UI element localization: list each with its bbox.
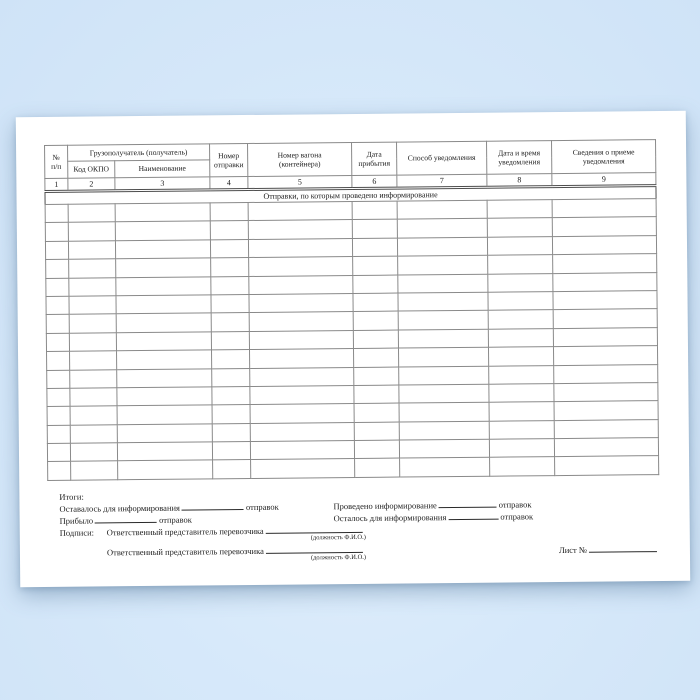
table-cell: [69, 314, 116, 333]
table-cell: [489, 402, 554, 421]
totals-title: Итоги:: [59, 491, 84, 502]
table-cell: [47, 407, 70, 426]
table-cell: [117, 387, 212, 406]
table-cell: [554, 382, 658, 401]
table-cell: [70, 424, 117, 443]
table-cell: [488, 292, 553, 311]
table-cell: [47, 443, 70, 462]
totals-informed-blank: [439, 499, 497, 509]
table-cell: [212, 368, 250, 387]
table-cell: [398, 347, 488, 366]
table-cell: [46, 296, 69, 315]
table-cell: [70, 406, 117, 425]
table-cell: [116, 332, 211, 351]
table-cell: [552, 235, 656, 254]
table-cell: [553, 327, 657, 346]
table-cell: [115, 240, 210, 259]
table-cell: [553, 346, 657, 365]
totals-remaining-blank: [182, 501, 244, 511]
table-cell: [70, 388, 117, 407]
table-cell: [116, 313, 211, 332]
totals-arrived-label: Прибыло: [59, 515, 94, 526]
col-header-arrival-date: Дата прибытия: [352, 142, 397, 175]
col-header-row-number: № п/п: [45, 145, 68, 178]
table-cell: [353, 330, 398, 349]
table-cell: [212, 423, 250, 442]
table-cell: [115, 221, 210, 240]
table-cell: [211, 258, 249, 277]
table-cell: [117, 405, 212, 424]
table-cell: [354, 422, 399, 441]
signature2-blank: [266, 544, 363, 554]
table-cell: [45, 204, 68, 223]
table-cell: [488, 310, 553, 329]
table-cell: [71, 461, 118, 480]
table-cell: [399, 366, 489, 385]
table-cell: [353, 293, 398, 312]
table-cell: [552, 217, 656, 236]
table-cell: [213, 460, 251, 479]
table-cell: [250, 404, 354, 423]
table-cell: [68, 204, 115, 223]
table-cell: [250, 349, 354, 368]
table-cell: [70, 351, 117, 370]
table-cell: [352, 238, 397, 257]
table-cell: [118, 460, 213, 479]
table-cell: [69, 277, 116, 296]
table-cell: [249, 312, 353, 331]
table-cell: [397, 219, 487, 238]
table-cell: [210, 221, 248, 240]
column-number: 2: [68, 178, 115, 191]
table-cell: [115, 203, 210, 222]
column-number: 5: [248, 176, 352, 190]
column-number: 8: [487, 174, 552, 188]
table-cell: [212, 405, 250, 424]
table-cell: [552, 199, 656, 218]
table-cell: [249, 330, 353, 349]
column-number: 1: [45, 178, 68, 191]
table-cell: [489, 420, 554, 439]
col-header-notify-receipt: Сведения о приеме уведомления: [552, 140, 656, 174]
table-cell: [490, 457, 555, 476]
table-cell: [554, 364, 658, 383]
totals-informed-suffix: отправок: [498, 499, 532, 510]
signature1-note: (должность Ф.И.О.): [310, 533, 366, 542]
table-cell: [47, 370, 70, 389]
table-cell: [249, 257, 353, 276]
table-cell: [70, 443, 117, 462]
table-cell: [353, 311, 398, 330]
table-cell: [48, 462, 71, 481]
table-cell: [45, 241, 68, 260]
table-cell: [46, 278, 69, 297]
col-header-shipment-number: Номер отправки: [210, 144, 248, 177]
col-header-consignee-name: Наименование: [115, 160, 210, 178]
table-cell: [210, 203, 248, 222]
table-cell: [116, 258, 211, 277]
table-cell: [398, 255, 488, 274]
totals-remaining-label: Оставалось для информирования: [59, 502, 180, 514]
column-number: 7: [397, 174, 487, 188]
table-cell: [352, 201, 397, 220]
table-cell: [489, 439, 554, 458]
table-cell: [488, 347, 553, 366]
document-page: [16, 111, 690, 587]
table-cell: [46, 315, 69, 334]
totals-informed-label: Проведено информирование: [333, 500, 437, 512]
table-cell: [249, 275, 353, 294]
table-cell: [70, 369, 117, 388]
sheet-number-blank: [589, 543, 657, 553]
table-cell: [46, 333, 69, 352]
sheet-number-label: Лист №: [558, 544, 588, 556]
table-cell: [212, 350, 250, 369]
table-cell: [47, 425, 70, 444]
table-cell: [553, 309, 657, 328]
table-cell: [117, 350, 212, 369]
totals-left-blank: [448, 511, 498, 520]
totals-left-label: Осталось для информирования: [333, 512, 447, 524]
notification-register-table: [44, 139, 659, 481]
table-cell: [354, 367, 399, 386]
table-cell: [398, 274, 488, 293]
table-cell: [487, 218, 552, 237]
col-header-notify-method: Способ уведомления: [397, 141, 487, 175]
table-cell: [488, 273, 553, 292]
table-cell: [397, 237, 487, 256]
table-cell: [354, 403, 399, 422]
col-header-okpo-code: Код ОКПО: [68, 161, 115, 178]
table-cell: [250, 385, 354, 404]
table-cell: [398, 292, 488, 311]
table-cell: [355, 459, 400, 478]
table-cell: [554, 419, 658, 438]
table-cell: [554, 438, 658, 457]
signatures-title: Подписи:: [59, 527, 95, 538]
table-cell: [487, 236, 552, 255]
table-cell: [69, 333, 116, 352]
table-cell: [399, 384, 489, 403]
table-header: [45, 140, 656, 192]
table-cell: [553, 291, 657, 310]
table-cell: [248, 238, 352, 257]
col-header-consignee-group: Грузополучатель (получатель): [68, 144, 210, 161]
table-cell: [212, 442, 250, 461]
table-cell: [46, 259, 69, 278]
column-number: 4: [210, 177, 248, 190]
table-cell: [68, 222, 115, 241]
column-number: 6: [352, 175, 397, 188]
totals-remaining-suffix: отправок: [245, 501, 279, 513]
table-cell: [553, 254, 657, 273]
table-cell: [250, 367, 354, 386]
table-cell: [69, 296, 116, 315]
table-cell: [45, 223, 68, 242]
table-cell: [250, 422, 354, 441]
signature2-label: Ответственный представитель перевозчика: [106, 545, 264, 558]
table-cell: [399, 402, 489, 421]
table-cell: [211, 276, 249, 295]
table-cell: [398, 329, 488, 348]
column-number: 9: [552, 173, 656, 187]
table-cell: [248, 202, 352, 221]
column-number: 3: [115, 177, 210, 191]
table-cell: [116, 295, 211, 314]
table-cell: [398, 311, 488, 330]
form-footer: [47, 485, 664, 567]
table-cell: [555, 456, 659, 475]
table-cell: [489, 383, 554, 402]
table-cell: [250, 441, 354, 460]
table-cell: [352, 219, 397, 238]
signature1-label: Ответственный представитель перевозчика: [106, 525, 264, 538]
table-cell: [117, 442, 212, 461]
totals-arrived-suffix: отправок: [159, 514, 192, 525]
table-cell: [400, 458, 490, 477]
table-cell: [210, 239, 248, 258]
table-cell: [553, 272, 657, 291]
table-cell: [397, 200, 487, 219]
table-cell: [489, 365, 554, 384]
totals-left-suffix: отправок: [500, 511, 534, 522]
table-cell: [488, 255, 553, 274]
table-cell: [488, 328, 553, 347]
signature1-blank: [266, 524, 363, 534]
table-cell: [69, 259, 116, 278]
table-cell: [212, 386, 250, 405]
table-cell: [47, 351, 70, 370]
table-cell: [116, 276, 211, 295]
table-cell: [399, 439, 489, 458]
table-cell: [47, 388, 70, 407]
table-cell: [353, 348, 398, 367]
table-cell: [211, 294, 249, 313]
table-cell: [249, 293, 353, 312]
table-cell: [487, 200, 552, 219]
col-header-notify-datetime: Дата и время уведомления: [487, 141, 552, 175]
table-cell: [354, 385, 399, 404]
table-cell: [211, 313, 249, 332]
section-title: Отправки, по которым проведено информирование: [45, 186, 656, 205]
table-cell: [68, 241, 115, 260]
table-cell: [117, 424, 212, 443]
table-cell: [399, 421, 489, 440]
table-cell: [353, 256, 398, 275]
table-cell: [117, 368, 212, 387]
table-cell: [251, 459, 355, 478]
signature2-note: (должность Ф.И.О.): [310, 553, 367, 562]
col-header-wagon-number: Номер вагона (контейнера): [248, 143, 352, 177]
table-cell: [554, 401, 658, 420]
table-cell: [353, 275, 398, 294]
table-cell: [248, 220, 352, 239]
table-cell: [354, 440, 399, 459]
totals-arrived-blank: [95, 514, 157, 524]
table-cell: [211, 331, 249, 350]
empty-rows-body: [45, 199, 659, 481]
